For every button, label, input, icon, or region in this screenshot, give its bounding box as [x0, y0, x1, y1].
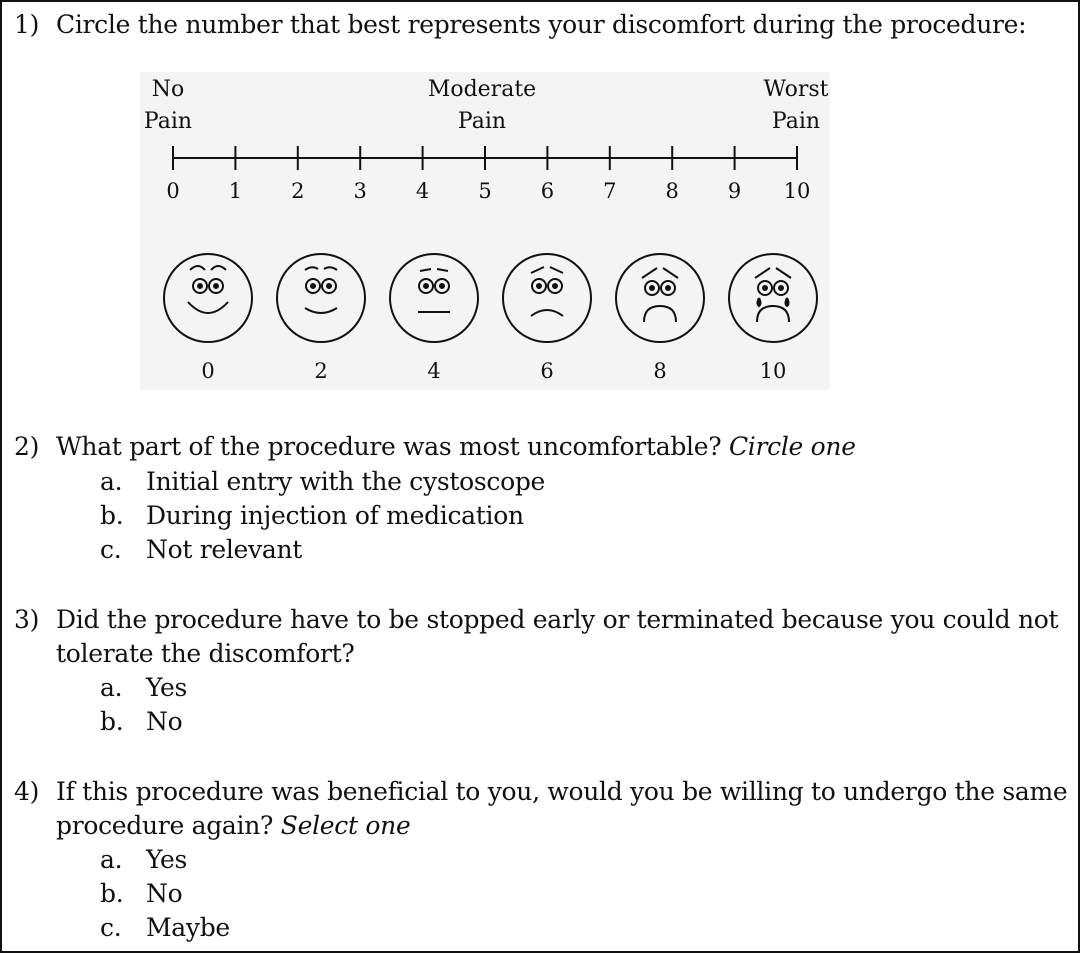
question-2-instruction: Circle one — [728, 432, 856, 461]
question-3-text-line1: Did the procedure have to be stopped early or terminated because you could not — [56, 605, 1059, 634]
question-4-number: 4) — [14, 777, 40, 806]
scale-tick-labels — [166, 179, 810, 203]
question-2 — [14, 430, 856, 464]
face-label: 6 — [540, 359, 554, 383]
question-3 — [14, 603, 1058, 637]
question-4-option-c[interactable]: c. Maybe — [100, 913, 230, 942]
face-label: 0 — [201, 359, 215, 383]
face-label: 4 — [427, 359, 441, 383]
question-2-option-b[interactable]: b. During injection of medication — [100, 501, 524, 530]
scale-tick-label[interactable]: 8 — [665, 179, 679, 203]
question-2-number: 2) — [14, 432, 40, 461]
question-3-number: 3) — [14, 605, 40, 634]
anchor-moderate-pain: Moderate Pain — [427, 77, 537, 134]
scale-tick-label[interactable]: 4 — [415, 179, 430, 203]
face-label: 2 — [314, 359, 328, 383]
anchor-no-pain: No Pain — [143, 77, 193, 134]
question-1 — [14, 8, 1026, 42]
pain-scale-graphic — [140, 72, 830, 390]
crying-face-icon — [729, 254, 817, 342]
scale-tick-label[interactable]: 10 — [783, 179, 811, 203]
question-3-option-a[interactable]: a. Yes — [100, 673, 188, 702]
scale-tick-label[interactable]: 2 — [291, 179, 305, 203]
neutral-face-icon — [390, 254, 478, 342]
question-3-text-line2: tolerate the discomfort? — [56, 639, 355, 668]
question-2-option-c[interactable]: c. Not relevant — [100, 535, 303, 564]
scale-tick-label[interactable]: 7 — [603, 179, 617, 203]
scale-tick-label[interactable]: 6 — [540, 179, 555, 203]
face-label: 8 — [653, 359, 667, 383]
smiling-face-icon — [164, 254, 252, 342]
question-1-text: Circle the number that best represents your discomfort during the procedure: — [56, 10, 1027, 39]
question-1-number: 1) — [14, 10, 40, 39]
question-2-text: What part of the procedure was most uncomfortable? — [56, 432, 722, 461]
frowning-face-icon — [503, 254, 591, 342]
scale-tick-label[interactable]: 1 — [228, 179, 243, 203]
scale-tick-label[interactable]: 5 — [478, 179, 492, 203]
question-4-text-line1: If this procedure was beneficial to you, would you be willing to undergo the same — [56, 777, 1068, 806]
question-4-option-a[interactable]: a. Yes — [100, 845, 188, 874]
pain-scale — [140, 72, 830, 390]
question-4-option-b[interactable]: b. No — [100, 879, 183, 908]
anchor-worst-pain: Worst Pain — [763, 77, 829, 134]
question-2-option-a[interactable]: a. Initial entry with the cystoscope — [100, 467, 546, 496]
question-4-text-line2: procedure again? Select one — [56, 811, 411, 840]
distressed-face-icon — [616, 254, 704, 342]
scale-tick-label[interactable]: 3 — [353, 179, 367, 203]
scale-tick-label[interactable]: 9 — [727, 179, 742, 203]
face-label: 10 — [759, 359, 787, 383]
face-labels — [201, 359, 786, 383]
question-4-instruction: Select one — [280, 811, 411, 840]
question-3-option-b[interactable]: b. No — [100, 707, 183, 736]
slight-smile-face-icon — [277, 254, 365, 342]
question-4 — [14, 775, 1067, 809]
scale-tick-label[interactable]: 0 — [166, 179, 180, 203]
